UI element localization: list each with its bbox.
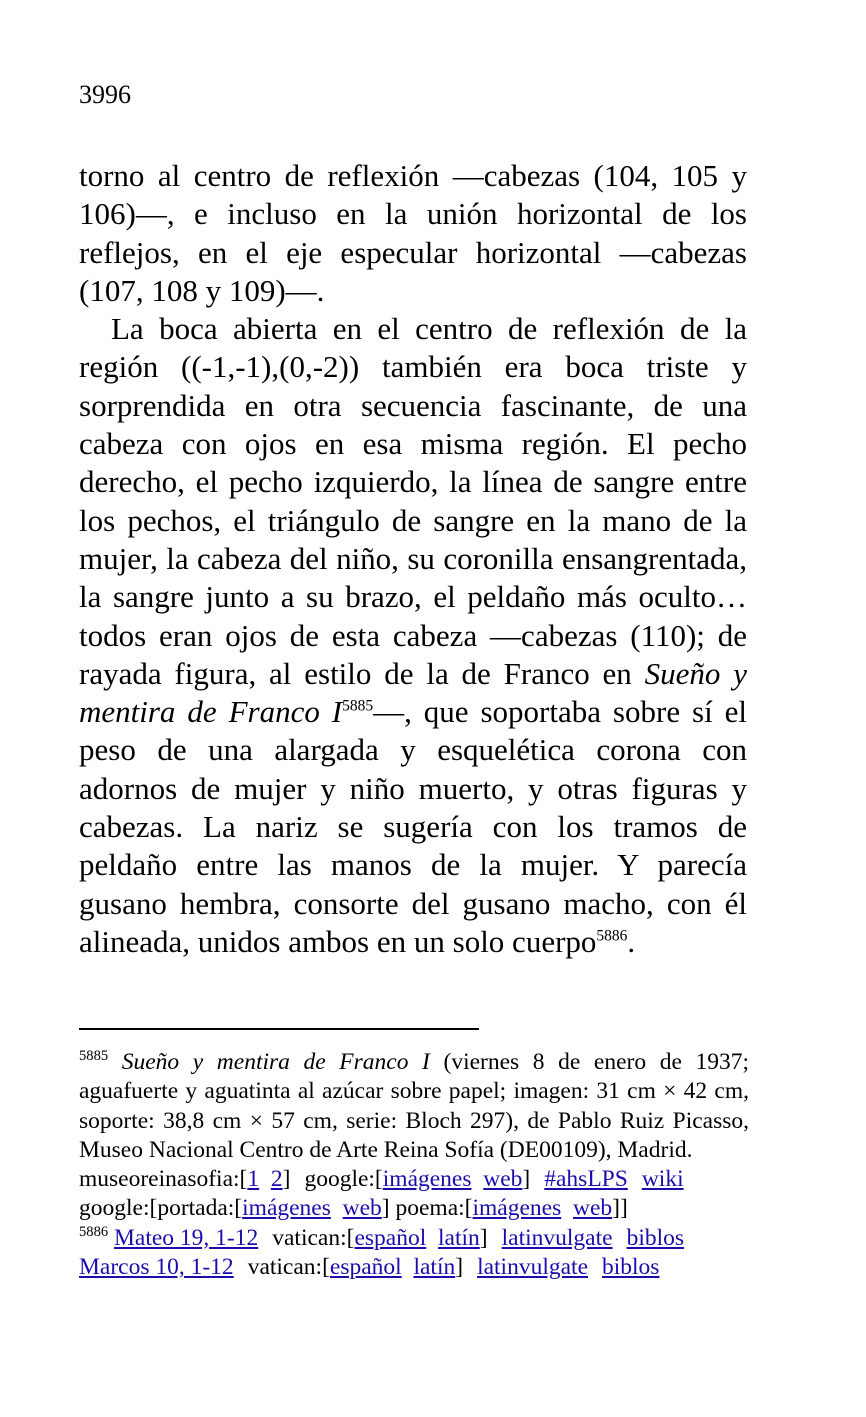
footnote-5885-text: (viernes 8 de enero de 1937; aguafuerte y aguatinta al azúcar sobre papel; imagen: 31 cm × 42 cm, soporte: 38,8 cm × 57 cm, serie: Bloch 297), de Pablo Ruiz Picasso, Museo Nacional Centro de Arte Reina Sofía (DE00109), Madrid. — [79, 1049, 750, 1163]
vatican-label-marcos: vatican:[ — [247, 1254, 330, 1281]
footnote-5885-title: Sueño y mentira de Franco I — [121, 1049, 430, 1075]
google-images-link[interactable]: imágenes — [382, 1166, 472, 1193]
page-number: 3996 — [79, 80, 131, 109]
footnote-5885-links-2 — [79, 1194, 749, 1223]
google-close: ] — [522, 1166, 531, 1193]
museo-link-2[interactable]: 2 — [270, 1166, 283, 1193]
footnote-ref-5885[interactable]: 5885 — [342, 697, 374, 715]
poema-web-link[interactable]: web — [573, 1195, 613, 1222]
footnote-5885 — [79, 1048, 749, 1165]
museo-close: ] — [282, 1166, 291, 1193]
footnote-number-5885: 5885 — [79, 1048, 109, 1065]
mateo-latin-link[interactable]: latín — [438, 1224, 480, 1251]
artwork-title: Sueño y mentira de Franco I — [79, 655, 747, 730]
vatican-label-mateo: vatican:[ — [272, 1224, 355, 1251]
poema-label: ] poema:[ — [381, 1195, 473, 1222]
vatican-close-marcos: ] — [455, 1254, 464, 1281]
vatican-close-mateo: ] — [479, 1224, 488, 1251]
museo-link-1[interactable]: 1 — [247, 1166, 260, 1193]
mateo-link[interactable]: Mateo 19, 1-12 — [114, 1224, 259, 1251]
google-web-link[interactable]: web — [483, 1166, 523, 1193]
marcos-biblos-link[interactable]: biblos — [602, 1254, 660, 1281]
google-portada-close: ]] — [612, 1195, 628, 1222]
mateo-biblos-link[interactable]: biblos — [626, 1224, 685, 1251]
ahslps-link[interactable]: #ahsLPS — [544, 1166, 628, 1193]
footnote-ref-5886[interactable]: 5886 — [596, 927, 628, 945]
paragraph-2-part-2: —, que soportaba sobre sí el peso de una alargada y esquelética corona con adornos de mujer y niño muerto, y otras figuras y cabezas. La nariz se sugería con los tramos de peldaño entre las manos de la mujer. Y parecía gusano hembra, consorte del gusano macho, con él alineada, unidos ambos en un solo cuerpo — [79, 694, 747, 959]
paragraph-2 — [79, 310, 747, 961]
marcos-latin-link[interactable]: latín — [413, 1254, 456, 1281]
portada-web-link[interactable]: web — [342, 1195, 382, 1222]
poema-images-link[interactable]: imágenes — [472, 1195, 562, 1222]
google-label: google:[ — [304, 1166, 383, 1193]
paragraph-1: torno al centro de reflexión —cabezas (104, 105 y 106)—, e incluso en la unión horizontal de los reflejos, en el eje especular horizontal —cabezas (107, 108 y 109)—. — [79, 158, 747, 308]
footnotes — [79, 1048, 749, 1282]
footnote-5886-links-1 — [79, 1224, 749, 1253]
museo-label: museoreinasofia:[ — [79, 1166, 248, 1193]
main-text — [79, 157, 747, 961]
mateo-espanol-link[interactable]: español — [354, 1224, 427, 1251]
footnote-number-5886: 5886 — [79, 1223, 109, 1240]
wiki-link[interactable]: wiki — [641, 1166, 684, 1193]
marcos-latinvulgate-link[interactable]: latinvulgate — [477, 1254, 588, 1281]
google-portada-label: google:[portada:[ — [79, 1195, 243, 1222]
footnote-separator — [79, 1028, 479, 1030]
paragraph-2-part-1: La boca abierta en el centro de reflexión de la región ((-1,-1),(0,-2)) también era boca triste y sorprendida en otra secuencia fascinante, de una cabeza con ojos en esa misma región. El pecho derecho, el pecho izquierdo, la línea de sangre entre los pechos, el triángulo de sangre en la mano de la mujer, la cabeza del niño, su coronilla ensangrentada, la sangre junto a su brazo, el peldaño más oculto… todos eran ojos de esta cabeza —cabezas (110); de rayada figura, al estilo de la de Franco en — [79, 311, 747, 691]
marcos-espanol-link[interactable]: español — [329, 1254, 402, 1281]
paragraph-2-end: . — [627, 923, 636, 959]
footnote-5885-links-1 — [79, 1165, 749, 1194]
mateo-latinvulgate-link[interactable]: latinvulgate — [501, 1224, 613, 1251]
marcos-link[interactable]: Marcos 10, 1-12 — [79, 1254, 234, 1281]
portada-images-link[interactable]: imágenes — [242, 1195, 331, 1222]
footnote-5886-links-2 — [79, 1253, 749, 1282]
